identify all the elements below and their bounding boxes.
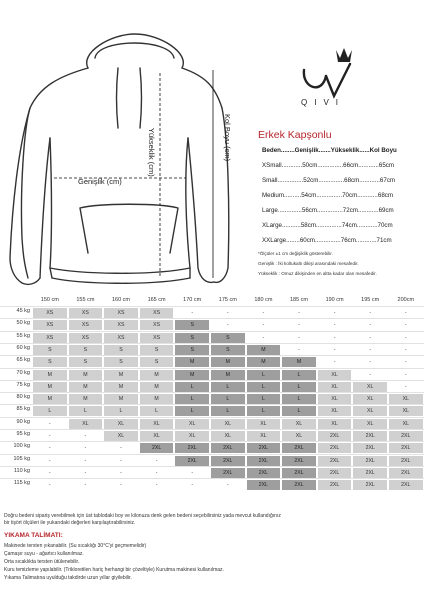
size-cell: M — [69, 382, 103, 392]
size-cell: XL — [389, 394, 423, 404]
size-cell: XL — [69, 419, 103, 429]
grid-divider — [0, 392, 424, 393]
size-cell: L — [211, 394, 245, 404]
size-cell: - — [84, 482, 87, 489]
size-cell: XL — [247, 419, 281, 429]
size-cell: - — [404, 383, 407, 390]
size-cell: - — [48, 469, 51, 476]
size-cell: XS — [33, 320, 67, 330]
size-cell: 2XL — [353, 443, 387, 453]
size-cell: XS — [69, 320, 103, 330]
size-cell: M — [33, 370, 67, 380]
care-line: Orta sıcaklıkta tersten ütülenebilir. — [4, 559, 80, 565]
size-cell: XL — [282, 419, 316, 429]
size-cell: - — [120, 469, 122, 476]
size-cell: S — [33, 345, 67, 355]
size-cell: - — [84, 457, 87, 464]
size-cell: M — [140, 394, 174, 404]
size-cell: 2XL — [211, 468, 245, 478]
size-cell: - — [298, 334, 300, 341]
height-header: 165 cm — [147, 297, 166, 303]
grid-divider — [0, 306, 424, 307]
size-cell: XS — [140, 320, 174, 330]
size-cell: 2XL — [318, 431, 352, 441]
size-cell: - — [404, 322, 407, 329]
care-line: Makinede tersten yıkanabilir. (Su sıcaklığı 30°C'yi geçmemelidir) — [4, 543, 147, 549]
size-cell: 2XL — [247, 443, 281, 453]
size-cell: XL — [104, 431, 138, 441]
size-cell: - — [298, 346, 300, 353]
size-cell: - — [155, 482, 158, 489]
grid-divider — [0, 454, 424, 455]
size-cell: - — [155, 457, 158, 464]
grid-divider — [0, 368, 424, 369]
size-cell: S — [140, 345, 174, 355]
size-cell: L — [140, 406, 174, 416]
size-cell: 2XL — [175, 443, 209, 453]
size-cell: S — [104, 357, 138, 367]
size-cell: 2XL — [282, 468, 316, 478]
grid-divider — [0, 478, 424, 479]
size-cell: - — [226, 322, 229, 329]
height-header: 185 cm — [289, 297, 308, 303]
size-cell: L — [247, 394, 281, 404]
size-row: XXLarge........60cm...............76cm............71cm — [262, 237, 392, 244]
size-cell: XL — [318, 406, 352, 416]
size-cell: XL — [389, 419, 423, 429]
size-cell: S — [175, 333, 209, 343]
height-label: Yükseklik (cm) — [147, 128, 156, 177]
size-cell: XS — [140, 333, 174, 343]
sleeve-label: Kol Boyu (cm) — [223, 114, 232, 162]
size-cell: 2XL — [389, 431, 423, 441]
size-cell: - — [48, 420, 51, 427]
height-header: 150 cm — [40, 297, 59, 303]
size-cell: XL — [353, 382, 387, 392]
weight-label: 75 kg — [16, 381, 30, 388]
size-cell: S — [104, 345, 138, 355]
size-cell: M — [69, 394, 103, 404]
height-header: 200cm — [397, 297, 415, 303]
care-line: Yıkama Talimatına uyulduğu takdirde uzun yıllar giyilebilir. — [4, 575, 132, 581]
size-cell: M — [247, 345, 281, 355]
size-cell: 2XL — [140, 443, 174, 453]
weight-label: 55 kg — [16, 332, 30, 339]
size-chart-title: Erkek Kapşonlu — [258, 129, 332, 141]
size-cell: - — [404, 371, 407, 378]
grid-divider — [0, 466, 424, 467]
height-header: 175 cm — [218, 297, 237, 303]
size-cell: S — [33, 357, 67, 367]
size-cell: S — [211, 345, 245, 355]
advice-text: bir tişört ölçüleri ile yukarıdaki değerleri karşılaştırabilirsiniz. — [4, 520, 136, 526]
size-cell: S — [69, 345, 103, 355]
size-cell: - — [298, 310, 300, 316]
size-cell: 2XL — [247, 468, 281, 478]
size-cell: XS — [69, 333, 103, 343]
size-cell: XL — [389, 406, 423, 416]
size-cell: L — [175, 406, 209, 416]
weight-label: 45 kg — [16, 308, 30, 314]
size-cell: M — [211, 370, 245, 380]
size-cell: XS — [104, 308, 138, 318]
size-cell: - — [48, 445, 51, 452]
grid-divider — [0, 343, 424, 344]
weight-label: 50 kg — [16, 320, 30, 327]
size-cell: S — [140, 357, 174, 367]
size-cell: M — [104, 370, 138, 380]
weight-label: 80 kg — [16, 394, 30, 401]
size-cell: M — [175, 357, 209, 367]
size-cell: 2XL — [282, 456, 316, 466]
weight-label: 65 kg — [16, 357, 30, 364]
size-cell: - — [369, 371, 372, 378]
size-cell: 2XL — [282, 480, 316, 490]
size-cell: - — [369, 346, 372, 353]
size-note: Yükseklik : Omuz dikişinden en altta kadar olan mesafedir. — [258, 271, 377, 276]
size-cell: XL — [175, 431, 209, 441]
size-cell: L — [211, 406, 245, 416]
height-header: 170 cm — [183, 297, 202, 303]
size-cell: S — [175, 320, 209, 330]
size-cell: 2XL — [318, 456, 352, 466]
size-note: Genişlik : İki koltukaltı dikişi arasındaki mesafedir. — [258, 261, 359, 266]
size-cell: - — [191, 469, 194, 476]
size-cell: - — [369, 334, 372, 341]
care-line: Çamaşır suyu - ağartıcı kullanılmaz. — [4, 551, 84, 557]
size-cell: XL — [211, 419, 245, 429]
weight-label: 60 kg — [16, 344, 30, 351]
size-cell: XL — [353, 419, 387, 429]
size-cell: S — [175, 345, 209, 355]
weight-label: 105 kg — [13, 455, 30, 462]
advice-text: Doğru bedeni sipariş verebilmek için üst tablodaki boy ve kilonuza denk gelen bedeni seçebilirsiniz yada mevcut kullandığınız — [4, 513, 281, 519]
size-cell: XL — [247, 431, 281, 441]
grid-divider — [0, 380, 424, 381]
size-row: Small...............52cm...............68cm............67cm — [262, 177, 396, 184]
height-header: 160 cm — [111, 297, 130, 303]
size-cell: - — [155, 469, 158, 476]
size-cell: XL — [318, 370, 352, 380]
size-cell: - — [84, 433, 87, 439]
size-cell: - — [191, 310, 194, 316]
size-cell: XL — [318, 419, 352, 429]
size-cell: L — [247, 382, 281, 392]
size-cell: XL — [211, 431, 245, 441]
size-cell: L — [282, 406, 316, 416]
height-header: 155 cm — [76, 297, 95, 303]
size-cell: - — [333, 359, 336, 366]
size-cell: - — [404, 310, 407, 316]
care-title: YIKAMA TALİMATI: — [4, 532, 63, 539]
hoodie-drawing — [0, 28, 240, 300]
size-cell: M — [104, 382, 138, 392]
size-cell: 2XL — [247, 480, 281, 490]
size-row: XSmall............50cm...............66cm............65cm — [262, 162, 395, 169]
size-cell: 2XL — [211, 456, 245, 466]
size-cell: L — [104, 406, 138, 416]
size-chart-header: Beden........Genişlik.......Yükseklik......Kol Boyu — [262, 147, 397, 154]
size-cell: XL — [140, 419, 174, 429]
size-cell: L — [69, 406, 103, 416]
grid-divider — [0, 355, 424, 356]
size-cell: L — [282, 394, 316, 404]
size-cell: XS — [104, 333, 138, 343]
height-header: 190 cm — [325, 297, 344, 303]
size-cell: - — [48, 457, 51, 464]
size-cell: - — [333, 310, 336, 316]
size-cell: XL — [353, 394, 387, 404]
size-cell: M — [33, 382, 67, 392]
size-cell: - — [48, 482, 51, 489]
weight-label: 90 kg — [16, 418, 30, 425]
size-cell: - — [84, 445, 87, 452]
size-cell: M — [247, 357, 281, 367]
weight-label: 115 kg — [13, 480, 30, 487]
size-cell: - — [48, 433, 51, 439]
size-cell: L — [175, 382, 209, 392]
care-line: Kuru temizleme yapılabilir. (Trikloretilen hariç herhangi bir çözeltiyle) Kurutma makinesi kullanılmaz. — [4, 567, 224, 573]
size-cell: - — [262, 310, 265, 316]
size-cell: - — [369, 310, 372, 316]
weight-label: 110 kg — [13, 467, 30, 474]
hoodie-sketch — [0, 28, 240, 300]
size-cell: - — [262, 322, 265, 329]
height-header: 195 cm — [361, 297, 380, 303]
size-cell: XL — [104, 419, 138, 429]
size-cell: 2XL — [318, 468, 352, 478]
size-cell: M — [211, 357, 245, 367]
size-cell: 2XL — [353, 456, 387, 466]
size-cell: 2XL — [389, 456, 423, 466]
size-cell: 2XL — [247, 456, 281, 466]
size-cell: L — [33, 406, 67, 416]
size-cell: XS — [104, 320, 138, 330]
size-cell: XL — [353, 406, 387, 416]
size-row: Medium..........54cm...............70cm............68cm — [262, 192, 394, 199]
size-cell: 2XL — [353, 468, 387, 478]
size-cell: L — [175, 394, 209, 404]
size-cell: XL — [175, 419, 209, 429]
size-cell: 2XL — [282, 443, 316, 453]
size-row: XLarge...........58cm...............74cm............70cm — [262, 222, 393, 229]
size-cell: M — [175, 370, 209, 380]
size-cell: - — [333, 334, 336, 341]
size-cell: M — [140, 370, 174, 380]
size-cell: - — [333, 322, 336, 329]
size-cell: S — [211, 333, 245, 343]
size-cell: XS — [140, 308, 174, 318]
size-cell: XS — [33, 333, 67, 343]
size-cell: - — [298, 322, 300, 329]
weight-label: 100 kg — [13, 443, 30, 450]
size-cell: 2XL — [353, 480, 387, 490]
size-cell: XL — [318, 394, 352, 404]
size-cell: L — [247, 370, 281, 380]
brand-name: QIVI — [301, 98, 346, 107]
size-cell: XL — [318, 382, 352, 392]
grid-divider — [0, 331, 424, 332]
size-cell: - — [120, 445, 122, 452]
size-cell: S — [69, 357, 103, 367]
size-cell: - — [369, 322, 372, 329]
height-header: 180 cm — [254, 297, 273, 303]
size-cell: - — [120, 482, 122, 489]
size-cell: L — [282, 382, 316, 392]
grid-divider — [0, 429, 424, 430]
size-cell: M — [140, 382, 174, 392]
size-cell: M — [69, 370, 103, 380]
size-cell: L — [282, 370, 316, 380]
size-cell: 2XL — [318, 443, 352, 453]
size-note: *Ölçüler ±1 cm değişiklik gösterebilir. — [258, 251, 333, 256]
size-cell: 2XL — [175, 456, 209, 466]
size-cell: - — [262, 334, 265, 341]
size-cell: XL — [140, 431, 174, 441]
size-cell: 2XL — [211, 443, 245, 453]
size-cell: - — [404, 359, 407, 366]
width-label: Genişlik (cm) — [78, 177, 122, 186]
size-cell: M — [33, 394, 67, 404]
size-row: Large..............56cm...............72cm............69cm — [262, 207, 394, 214]
size-cell: 2XL — [353, 431, 387, 441]
weight-label: 70 kg — [16, 369, 30, 376]
size-cell: - — [84, 469, 87, 476]
grid-divider — [0, 318, 424, 319]
size-cell: L — [211, 382, 245, 392]
size-cell: 2XL — [389, 443, 423, 453]
size-cell: XS — [33, 308, 67, 318]
size-cell: M — [282, 357, 316, 367]
size-cell: 2XL — [389, 468, 423, 478]
size-cell: 2XL — [318, 480, 352, 490]
weight-label: 85 kg — [16, 406, 30, 413]
size-cell: XS — [69, 308, 103, 318]
weight-label: 95 kg — [16, 431, 30, 437]
size-cell: - — [404, 334, 407, 341]
size-cell: - — [333, 346, 336, 353]
size-cell: - — [191, 482, 194, 489]
size-cell: - — [226, 482, 229, 489]
size-cell: - — [120, 457, 122, 464]
size-cell: M — [104, 394, 138, 404]
grid-divider — [0, 404, 424, 405]
size-cell: 2XL — [389, 480, 423, 490]
grid-divider — [0, 417, 424, 418]
grid-divider — [0, 441, 424, 442]
size-cell: L — [247, 406, 281, 416]
size-cell: - — [369, 359, 372, 366]
size-cell: - — [226, 310, 229, 316]
size-cell: XL — [282, 431, 316, 441]
size-cell: - — [404, 346, 407, 353]
